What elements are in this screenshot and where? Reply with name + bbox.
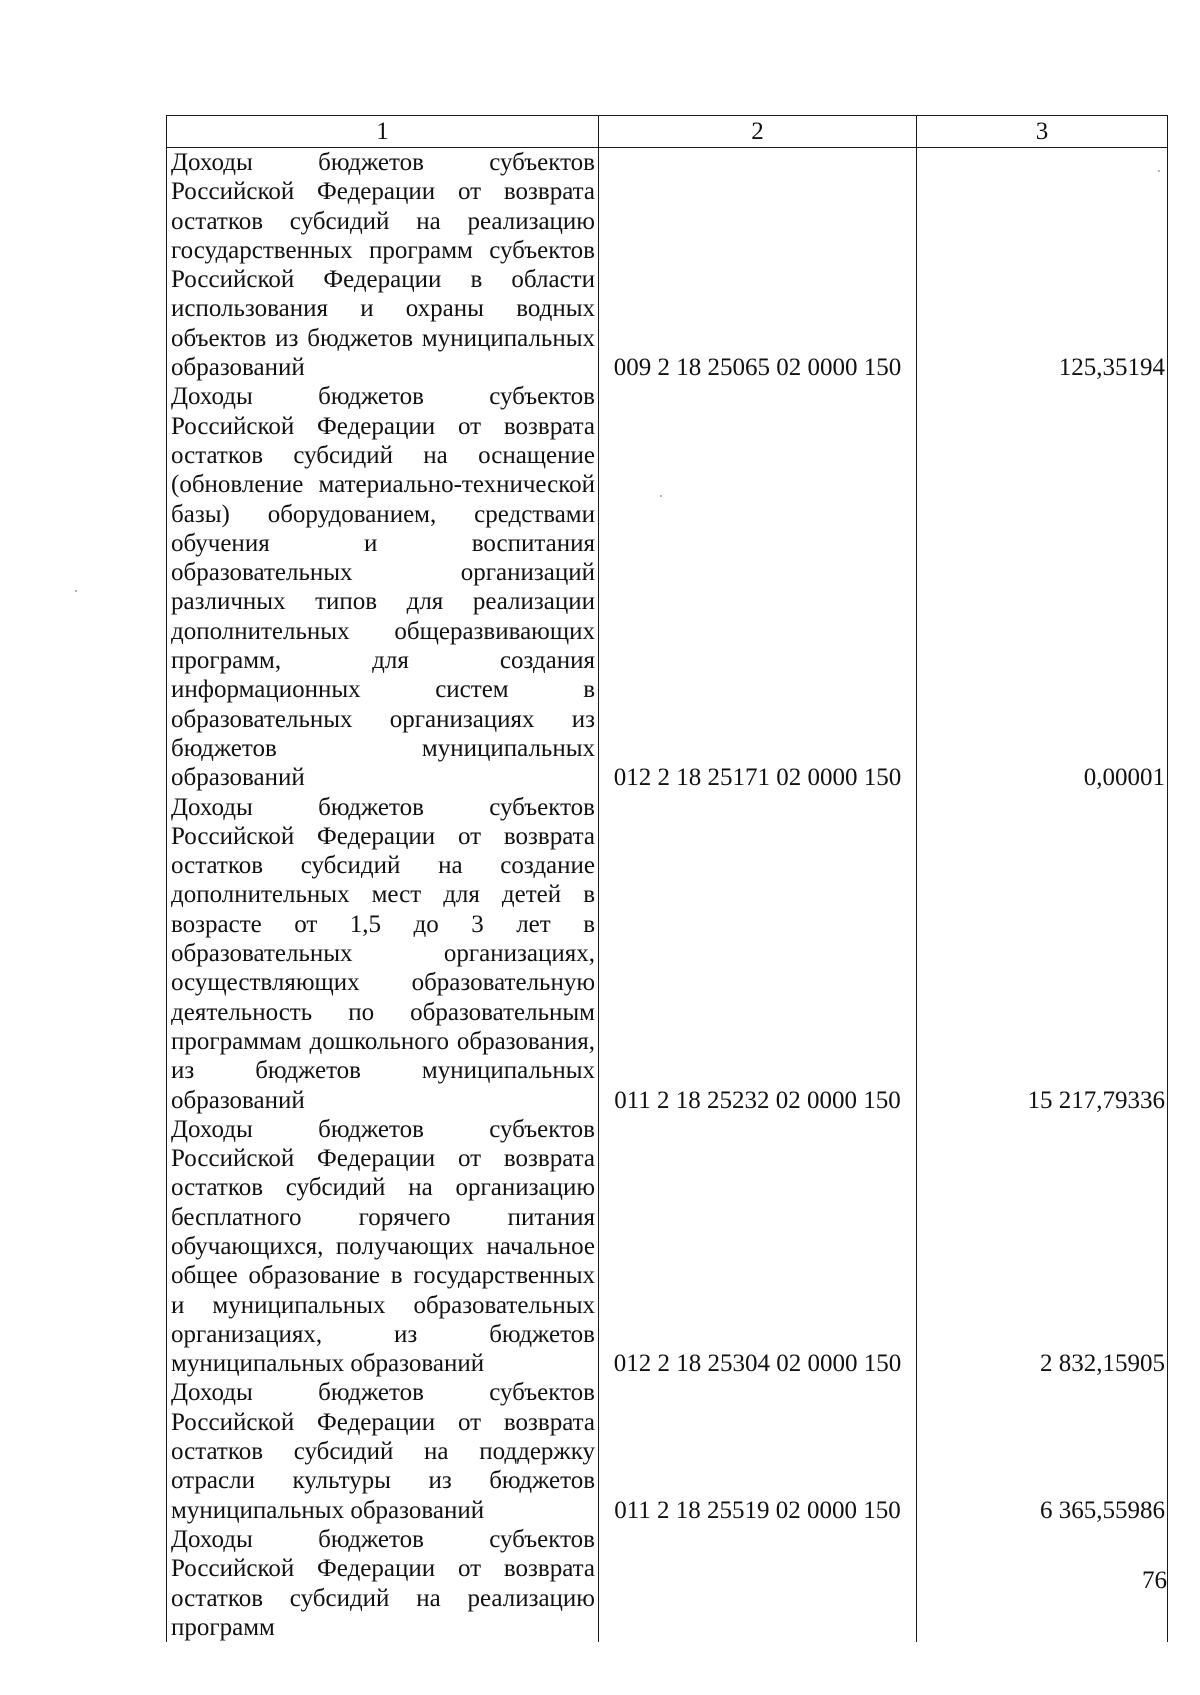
scan-speck bbox=[75, 590, 77, 592]
row-amount-cell: 0,00001 bbox=[917, 382, 1168, 792]
table-row bbox=[167, 793, 1168, 1115]
revenue-table bbox=[166, 115, 1168, 1642]
row-name-cell: Доходы бюджетов субъектов Российской Федерации от возврата остатков субсидий на оснащение (обновление материально-технической базы) оборудованием, средствами обучения и воспитания образовательных организаций различных типов для реализации дополнительных общеразвивающих программ, для создания информационных систем в образовательных организациях из бюджетов муниципальных образований bbox=[167, 382, 599, 792]
table-row bbox=[167, 1378, 1168, 1524]
row-name-cell: Доходы бюджетов субъектов Российской Федерации от возврата остатков субсидий на поддержку отрасли культуры из бюджетов муниципальных образований bbox=[167, 1378, 599, 1524]
column-header-2: 2 bbox=[599, 116, 917, 148]
row-amount-cell: 15 217,79336 bbox=[917, 793, 1168, 1115]
row-amount-cell: 125,35194 bbox=[917, 148, 1168, 383]
column-header-3: 3 bbox=[917, 116, 1168, 148]
scan-speck bbox=[1158, 170, 1160, 172]
row-name-cell: Доходы бюджетов субъектов Российской Федерации от возврата остатков субсидий на создание дополнительных мест для детей в возрасте от 1,5 до 3 лет в образовательных организациях, осуществляющих образовательную деятельность по образовательным программам дошкольного образования, из бюджетов муниципальных образований bbox=[167, 793, 599, 1115]
row-code-cell: 012 2 18 25171 02 0000 150 bbox=[599, 382, 917, 792]
table-row bbox=[167, 1115, 1168, 1379]
table-header-row bbox=[167, 116, 1168, 148]
row-code-cell: 011 2 18 25232 02 0000 150 bbox=[599, 793, 917, 1115]
row-code-cell: 009 2 18 25065 02 0000 150 bbox=[599, 148, 917, 383]
scan-speck bbox=[660, 495, 662, 497]
table-row bbox=[167, 382, 1168, 792]
row-amount-cell: 2 832,15905 bbox=[917, 1115, 1168, 1379]
row-code-cell: 012 2 18 25304 02 0000 150 bbox=[599, 1115, 917, 1379]
row-name-cell: Доходы бюджетов субъектов Российской Федерации от возврата остатков субсидий на реализацию государственных программ субъектов Российской Федерации в области использования и охраны водных объектов из бюджетов муниципальных образований bbox=[167, 148, 599, 383]
row-amount-cell bbox=[917, 1525, 1168, 1642]
table-row bbox=[167, 148, 1168, 383]
row-name-cell: Доходы бюджетов субъектов Российской Федерации от возврата остатков субсидий на реализацию программ bbox=[167, 1525, 599, 1642]
column-header-1: 1 bbox=[167, 116, 599, 148]
row-code-cell: 011 2 18 25519 02 0000 150 bbox=[599, 1378, 917, 1524]
row-name-cell: Доходы бюджетов субъектов Российской Федерации от возврата остатков субсидий на организацию бесплатного горячего питания обучающихся, получающих начальное общее образование в государственных и муниципальных образовательных организациях, из бюджетов муниципальных образований bbox=[167, 1115, 599, 1379]
page-number: 76 bbox=[1142, 1567, 1167, 1594]
row-code-cell bbox=[599, 1525, 917, 1642]
row-amount-cell: 6 365,55986 bbox=[917, 1378, 1168, 1524]
table-row-continued bbox=[167, 1525, 1168, 1642]
